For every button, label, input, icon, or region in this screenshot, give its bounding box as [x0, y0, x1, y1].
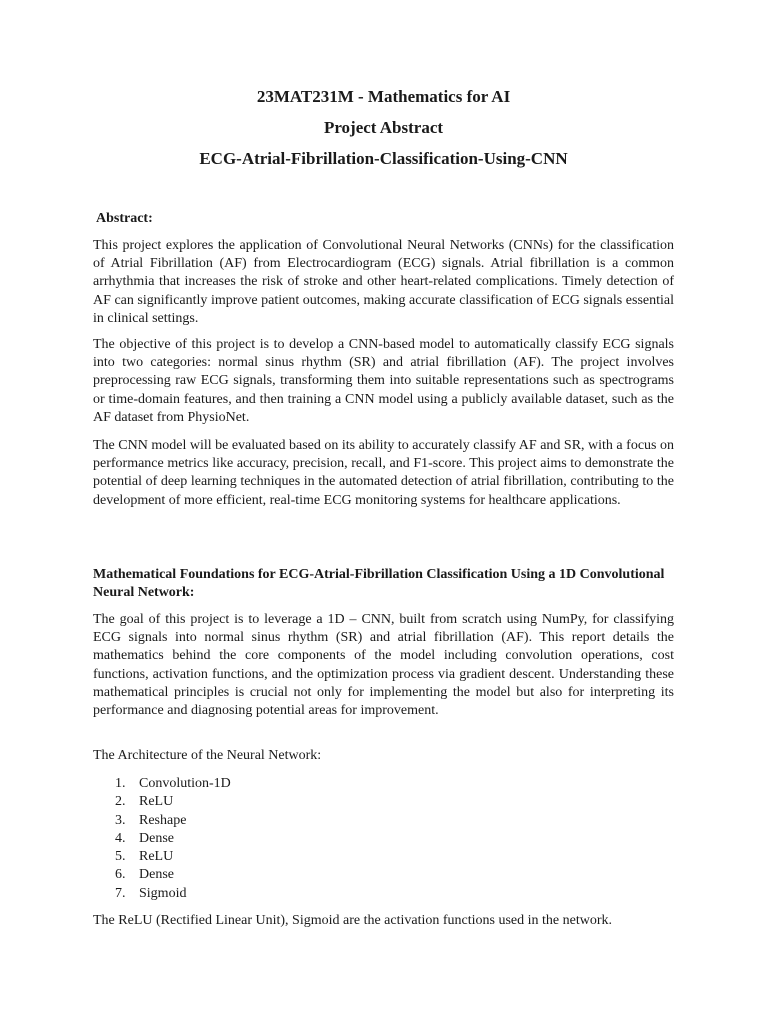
list-item-label: Sigmoid — [139, 885, 187, 901]
abstract-heading: Abstract: — [96, 211, 153, 226]
list-item-number: 5. — [115, 849, 126, 865]
list-item-number: 7. — [115, 885, 126, 901]
list-item-label: Reshape — [139, 812, 187, 828]
list-item-number: 4. — [115, 830, 126, 846]
document-type-title: Project Abstract — [323, 118, 444, 137]
list-item — [93, 793, 231, 811]
list-item — [93, 830, 231, 848]
architecture-label: The Architecture of the Neural Network: — [93, 748, 322, 763]
list-item — [93, 812, 231, 830]
list-item-number: 1. — [115, 776, 126, 791]
list-item-label: Dense — [139, 867, 174, 883]
math-foundations-heading: Mathematical Foundations for ECG-Atrial-Fibrillation Classification Using a 1D Convolutional Neural Network: — [93, 567, 665, 600]
list-item-number: 2. — [115, 794, 126, 810]
abstract-paragraph-1: This project explores the application of Convolutional Neural Networks (CNNs) for the classification of Atrial Fibrillation (AF) from Electrocardiogram (ECG) signals. Atrial fibrillation is a common arrhythmia that increases the risk of stroke and other heart-related complications. Timely detection of AF can significantly improve patient outcomes, making accurate classification of ECG signals essential in clinical settings. — [93, 238, 674, 326]
list-item — [93, 848, 231, 866]
abstract-paragraph-2: The objective of this project is to develop a CNN-based model to automatically classify ECG signals into two categories: normal sinus rhythm (SR) and atrial fibrillation (AF). The project involves preprocessing raw ECG signals, transforming them into suitable representations such as spectrograms or time-domain features, and then training a CNN model using a publicly available dataset, such as the AF dataset from PhysioNet. — [93, 337, 674, 425]
abstract-paragraph-3: The CNN model will be evaluated based on its ability to accurately classify AF and SR, with a focus on performance metrics like accuracy, precision, recall, and F1-score. This project aims to demonstrate the potential of deep learning techniques in the automated detection of atrial fibrillation, contributing to the development of more efficient, real-time ECG monitoring systems for healthcare applications. — [93, 438, 674, 508]
list-item-label: Convolution-1D — [139, 776, 231, 791]
architecture-list — [93, 775, 231, 903]
list-item-number: 6. — [115, 867, 126, 883]
list-item-number: 3. — [115, 812, 126, 828]
list-item — [93, 775, 231, 793]
list-item-label: ReLU — [139, 794, 174, 810]
list-item-label: ReLU — [139, 849, 174, 865]
list-item — [93, 885, 231, 903]
math-intro-paragraph: The goal of this project is to leverage a 1D – CNN, built from scratch using NumPy, for classifying ECG signals into normal sinus rhythm (SR) and atrial fibrillation (AF). This report details the mathematics behind the core components of the model including convolution operations, cost functions, activation functions, and the optimization process via gradient descent. Understanding these mathematical principles is crucial not only for implementing the model but also for interpreting its performance and diagnosing potential areas for improvement. — [93, 612, 674, 719]
project-title: ECG-Atrial-Fibrillation-Classification-Using-CNN — [199, 149, 568, 168]
list-item-label: Dense — [139, 830, 174, 846]
course-title: 23MAT231M - Mathematics for AI — [256, 87, 511, 106]
list-item — [93, 866, 231, 884]
activation-functions-note: The ReLU (Rectified Linear Unit), Sigmoid are the activation functions used in the network. — [93, 913, 613, 928]
